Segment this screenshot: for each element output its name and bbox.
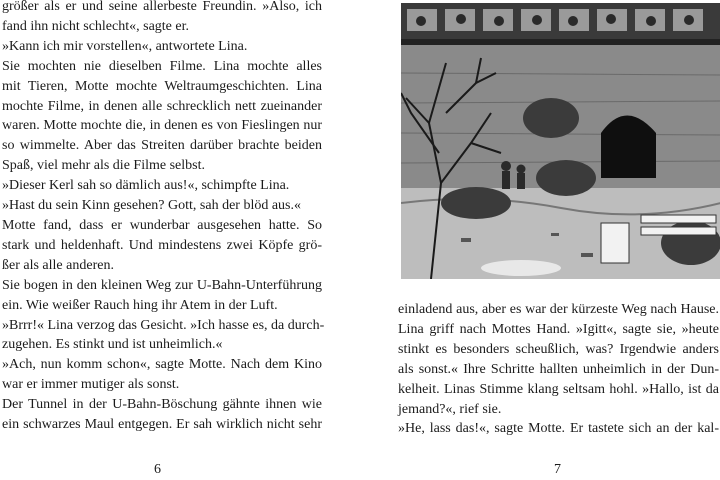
text-line: jemand?«, rief sie. — [398, 401, 502, 417]
text-line: Sie mochten nie dieselben Filme. Lina mochte alles — [2, 58, 322, 74]
text-line: »Brrr!« Lina verzog das Gesicht. »Ich hasse es, da durch- — [2, 317, 325, 333]
text-line: »Ach, nun komm schon«, sagte Motte. Nach dem Kino — [2, 357, 322, 373]
text-line: einladend aus, aber es war der kürzeste Weg nach Hause. — [398, 302, 719, 317]
page-number: 7 — [554, 462, 561, 477]
text-line: so wimmelte. Aber das Streiten darüber brachte beiden — [2, 138, 322, 154]
text-line: Motte fand, dass er wunderbar ausgesehen hatte. So — [2, 217, 322, 233]
text-line: »Kann ich mir vorstellen«, antwortete Lina. — [2, 38, 248, 54]
text-line: größer als er und seine allerbeste Freundin. »Also, ich — [2, 0, 322, 14]
text-line: fand ihn nicht schlecht«, sagte er. — [2, 18, 189, 34]
text-line: ein schwarzes Maul entgegen. Er sah wirklich nicht sehr — [2, 417, 322, 433]
right-page — [360, 0, 720, 480]
text-line: ein. Wie weißer Rauch hing ihr Atem in der Luft. — [2, 297, 278, 313]
text-line: mochte Filme, in denen alle schrecklich nett zueinander — [2, 98, 322, 114]
text-line: Sie bogen in den kleinen Weg zur U-Bahn-Unterführung — [2, 277, 322, 293]
text-line: war er immer mutiger als sonst. — [2, 377, 180, 393]
tunnel-illustration — [401, 3, 720, 279]
text-line: zugehen. Es stinkt und ist unheimlich.« — [2, 337, 223, 353]
page-number: 6 — [154, 462, 161, 477]
text-line: stark und heldenhaft. Und mindestens zwei Köpfe grö- — [2, 237, 322, 253]
text-line: waren. Motte mochte die, in denen es von Fieslingen nur — [2, 118, 322, 134]
text-line: ßer als alle anderen. — [2, 257, 114, 273]
text-line: »Hast du sein Kinn gesehen? Gott, sah der blöd aus.« — [2, 198, 301, 214]
text-line: Spaß, viel mehr als die Filme selbst. — [2, 158, 205, 174]
left-page-text — [2, 0, 325, 435]
text-line: kelheit. Linas Stimme klang seltsam hohl. »Hallo, ist da — [398, 381, 719, 397]
text-line: als sonst.« Ihre Schritte hallten unheimlich in der Dun- — [398, 361, 719, 377]
text-line: stinkt es besonders scheußlich, was? Irgendwie anders — [398, 341, 719, 357]
text-line: Der Tunnel in der U-Bahn-Böschung gähnte ihnen wie — [2, 397, 322, 413]
text-line: »He, lass das!«, sagte Motte. Er tastete sich an der kal- — [398, 421, 719, 437]
text-line: Lina griff nach Mottes Hand. »Igitt«, sagte sie, »heute — [398, 321, 719, 337]
right-page-text — [398, 300, 719, 439]
text-line: »Dieser Kerl sah so dämlich aus!«, schimpfte Lina. — [2, 178, 290, 194]
text-line: mit Tieren, Motte mochte Weltraumgeschichten. Lina — [2, 78, 322, 94]
